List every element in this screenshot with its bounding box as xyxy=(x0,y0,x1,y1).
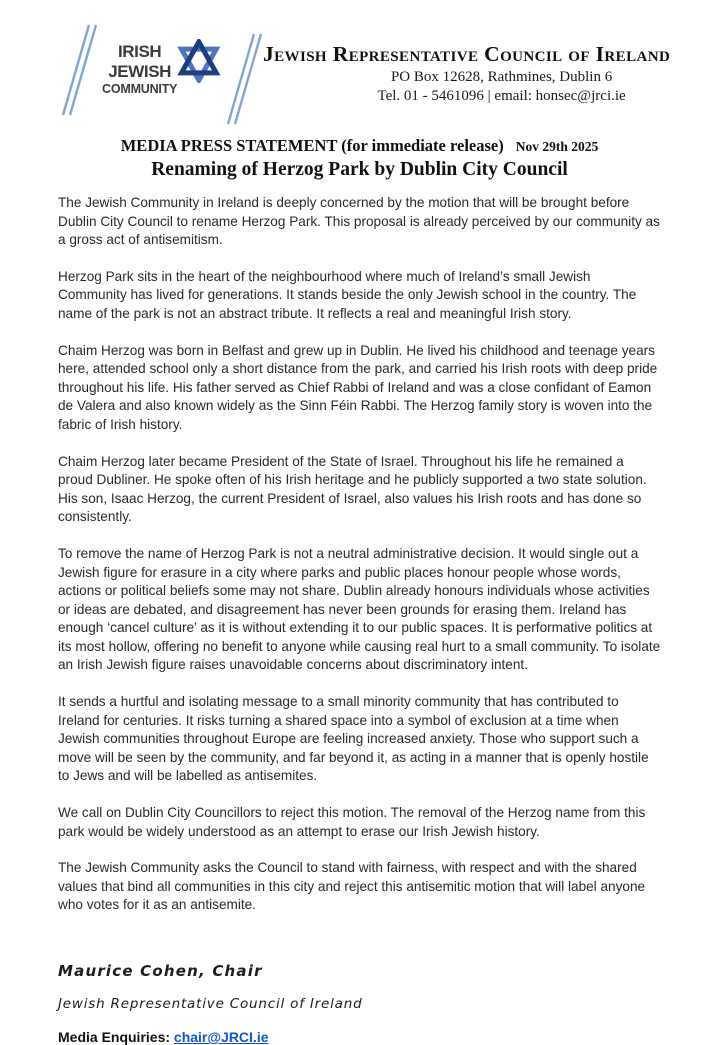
paragraph: The Jewish Community asks the Council to stand with fairness, with respect and with the shared values that bind all communities in this city and reject this antisemitic motion that will label anyone who votes for it as an antisemite. xyxy=(58,860,646,913)
paragraph: The Jewish Community in Ireland is deeply concerned by the motion that will be brought before Dublin City Council to rename Herzog Park. This proposal is already perceived by our community as a gross act of antisemitism. xyxy=(58,195,660,248)
double-slash-left-icon xyxy=(58,19,98,119)
statement-body xyxy=(58,194,661,915)
signatory-organisation: Jewish Representative Council of Ireland xyxy=(58,996,363,1012)
paragraph: We call on Dublin City Councillors to reject this motion. The removal of the Herzog name from this park would be widely understood as an attempt to erase our Irish Jewish history. xyxy=(58,805,646,839)
letterhead-text xyxy=(263,18,670,105)
logo-wordmark xyxy=(102,42,177,97)
signatory-name: Maurice Cohen, Chair xyxy=(58,962,263,980)
media-email-link[interactable]: chair@JRCI.ie xyxy=(173,1029,269,1045)
statement-heading-line xyxy=(58,136,661,156)
paragraph: Herzog Park sits in the heart of the neighbourhood where much of Ireland’s small Jewish Community has lived for generations. It stands beside the only Jewish school in the country. The name of the park is not an abstract tribute. It reflects a real and meaningful Irish story. xyxy=(58,268,637,321)
paragraph: To remove the name of Herzog Park is not a neutral administrative decision. It would single out a Jewish figure for erasure in a city where parks and public places honour people whose words, actions or political beliefs some may not share. Dublin already honours individuals whose activities or ideas are debated, and disagreement has never been grounds for erasing them. Ireland has enough ‘cancel culture’ as it is without extending it to our public spaces. It is performative politics at its most hollow, offering no benefit to anyone while causing real hurt to a small community. To isolate an Irish Jewish figure raises unavoidable concerns about discriminatory intent. xyxy=(58,545,661,673)
statement-heading: MEDIA PRESS STATEMENT (for immediate release) xyxy=(120,136,504,155)
letterhead xyxy=(58,18,671,120)
paragraph: Chaim Herzog was born in Belfast and grew up in Dublin. He lived his childhood and teenage years here, attended school only a short distance from the park, and carried his Irish roots with deep pride throughout his life. His father served as Chief Rabbi of Ireland and was a close confidant of Eamon de Valera and also known widely as the Sinn Féin Rabbi. The Herzog family story is woven into the fabric of Irish history. xyxy=(58,342,658,432)
org-contact: Tel. 01 - 5461096 | email: honsec@jrci.ie xyxy=(377,88,626,104)
double-slash-right-icon xyxy=(223,28,263,128)
logo-word-community: COMMUNITY xyxy=(102,81,178,96)
logo-word-irish: IRISH xyxy=(117,41,162,61)
statement-title: Renaming of Herzog Park by Dublin City Council xyxy=(151,159,568,180)
media-enquiries-label: Media Enquiries: xyxy=(58,1029,174,1045)
paragraph: Chaim Herzog later became President of the State of Israel. Throughout his life he remained a proud Dubliner. He spoke often of his Irish heritage and he publicly supported a two state solution. His son, Isaac Herzog, the current President of Israel, also values his Irish roots and has done so consistently. xyxy=(58,453,647,525)
signature-block xyxy=(58,962,661,1045)
irish-jewish-community-logo xyxy=(58,18,263,120)
statement-date: Nov 29th 2025 xyxy=(515,139,599,154)
logo-word-jewish: JEWISH xyxy=(108,61,172,81)
paragraph: It sends a hurtful and isolating message to a small minority community that has contributed to Ireland for centuries. It risks turning a shared space into a symbol of exclusion at a time when Jewish communities throughout Europe are feeling increased anxiety. Those who support such a move will be seen by the community, and far beyond it, as acting in a manner that is openly hostile to Jews and will be labelled as antisemites. xyxy=(58,694,649,784)
media-enquiries-line xyxy=(58,1029,661,1045)
org-address: PO Box 12628, Rathmines, Dublin 6 xyxy=(390,69,613,85)
star-of-david-icon xyxy=(177,39,221,83)
org-name: Jewish Representative Council of Ireland xyxy=(263,42,671,66)
